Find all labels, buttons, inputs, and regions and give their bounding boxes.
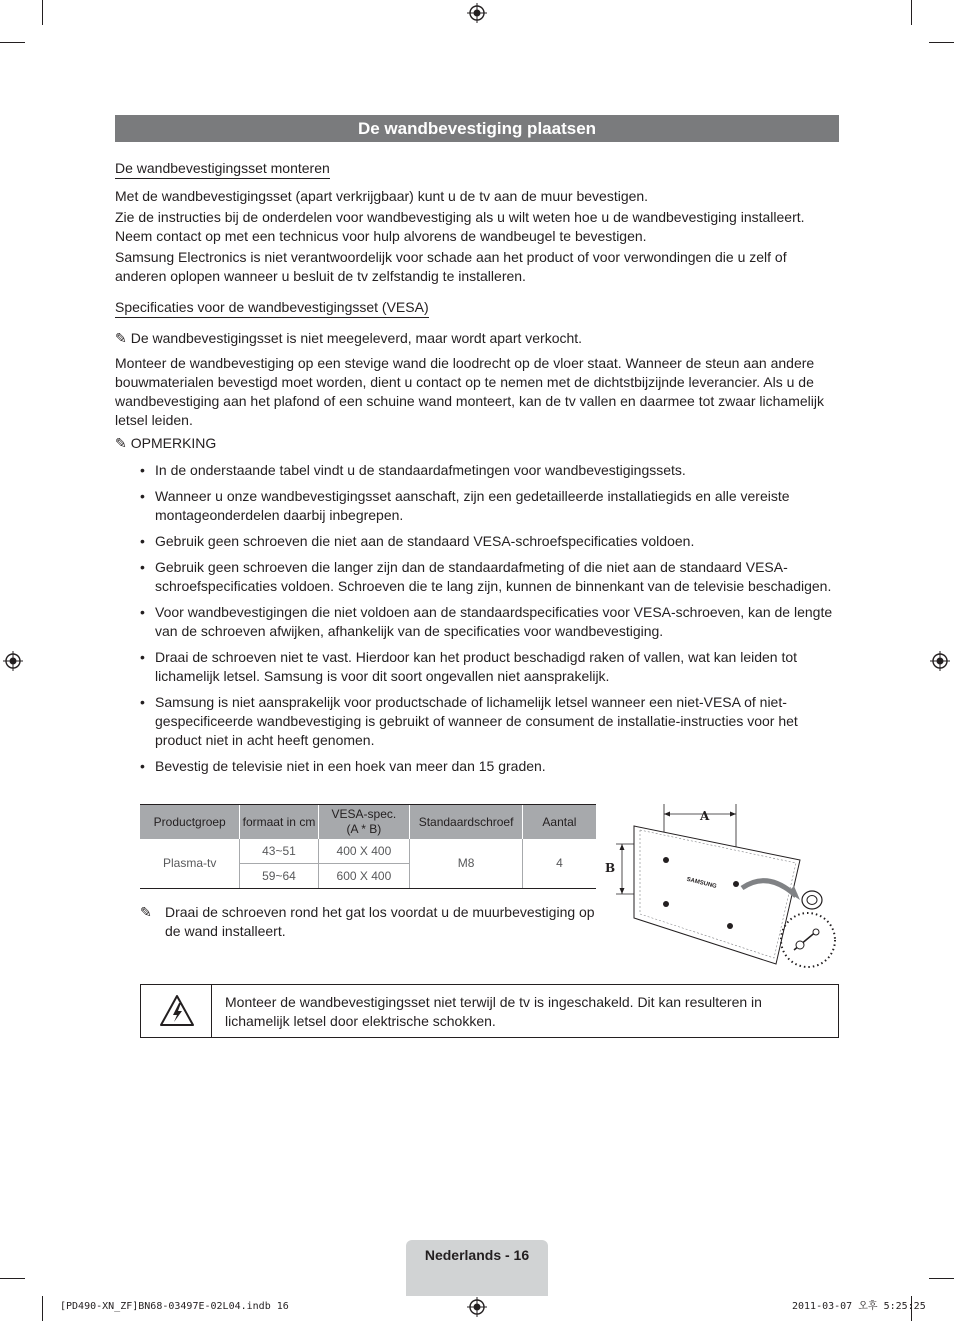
- note-heading: [115, 434, 839, 453]
- arrowhead: [730, 812, 736, 817]
- tv-wall-mount-diagram: [600, 800, 840, 972]
- bolt-icon: [802, 891, 822, 909]
- crop-mark: [42, 1296, 43, 1321]
- pencil-note-icon: ✎: [115, 435, 127, 451]
- note: [140, 903, 600, 941]
- screw-icon: [813, 929, 819, 935]
- column-header: Aantal: [522, 805, 596, 840]
- product-group-cell: Plasma-tv: [140, 839, 240, 889]
- subheading-vesa: Specificaties voor de wandbevestigingsset (VESA): [115, 298, 429, 318]
- print-slug-right: 2011-03-07 오후 5:25:25: [792, 1301, 926, 1312]
- paragraph: Met de wandbevestigingsset (apart verkrijgbaar) kunt u de tv aan de muur bevestigen.: [115, 188, 649, 204]
- table-row: [140, 839, 596, 864]
- magnified-screw-circle: [781, 913, 835, 967]
- list-item: • Gebruik geen schroeven die langer zijn dan de standaardafmeting of die niet aan de standaard VESA-schroefspecificaties voldoen. Schroeven die te lang zijn, kunnen de binnenkant van de televisie beschadigen.: [140, 558, 840, 596]
- registration-mark-icon: [467, 3, 487, 23]
- pencil-note-icon: ✎: [140, 904, 152, 920]
- screw-hole-icon: [727, 923, 733, 929]
- crop-mark: [0, 1278, 25, 1279]
- vesa-cell: 400 X 400: [318, 839, 410, 864]
- list-item: • Samsung is niet aansprakelijk voor productschade of lichamelijk letsel wanneer een niet-VESA of niet-gespecificeerde wandbevestiging is gebruikt of wanneer de consument de installatie-instructies voor het product niet in acht heeft genomen.: [140, 693, 840, 750]
- arrowhead: [620, 844, 625, 850]
- list-item: • Draai de schroeven niet te vast. Hierdoor kan het product beschadigd raken of vallen, wat kan leiden tot lichamelijk letsel. Samsung is voor dit soort ongevallen niet aansprakelijk.: [140, 648, 840, 686]
- screw-cell: M8: [410, 839, 523, 889]
- registration-mark-icon: [930, 651, 950, 671]
- arrowhead: [664, 812, 670, 817]
- column-header: Standaardschroef: [410, 805, 523, 840]
- registration-mark-icon: [3, 651, 23, 671]
- registration-mark-icon: [467, 1297, 487, 1317]
- screw-hole-icon: [663, 857, 669, 863]
- note-bullet-list: [140, 461, 840, 783]
- note-heading-text: OPMERKING: [130, 435, 217, 451]
- crop-mark: [929, 1278, 954, 1279]
- column-header: [318, 805, 410, 840]
- arrowhead: [620, 888, 625, 894]
- crop-mark: [911, 0, 912, 25]
- section-title: De wandbevestiging plaatsen: [115, 115, 839, 142]
- list-item: • Wanneer u onze wandbevestigingsset aanschaft, zijn een gedetailleerde installatiegids en alle vereiste montageonderdelen daarbij inbegrepen.: [140, 487, 840, 525]
- note-text: Draai de schroeven rond het gat los voordat u de muurbevestiging op de wand installeert.: [165, 904, 595, 939]
- vesa-spec-table: [140, 804, 596, 889]
- vesa-cell: 600 X 400: [318, 864, 410, 889]
- crop-mark: [929, 42, 954, 43]
- screw-hole-icon: [733, 881, 739, 887]
- count-cell: 4: [522, 839, 596, 889]
- warning-text: Monteer de wandbevestigingsset niet terwijl de tv is ingeschakeld. Dit kan resulteren in lichamelijk letsel door elektrische schokken.: [225, 994, 762, 1029]
- list-item: • Bevestig de televisie niet in een hoek van meer dan 15 graden.: [140, 757, 840, 776]
- column-header-line: VESA-spec.: [331, 807, 397, 821]
- column-header-line: (A * B): [346, 822, 382, 836]
- list-item: • Gebruik geen schroeven die niet aan de standaard VESA-schroefspecificaties voldoen.: [140, 532, 840, 551]
- warning-icon-cell: [141, 985, 212, 1037]
- crop-mark: [42, 0, 43, 25]
- list-item: • In de onderstaande tabel vindt u de standaardafmetingen voor wandbevestigingssets.: [140, 461, 840, 480]
- pencil-note-icon: ✎: [115, 330, 127, 346]
- label-b: B: [605, 861, 616, 875]
- paragraph: Samsung Electronics is niet verantwoordelijk voor schade aan het product of voor verwondingen die u zelf of anderen oplopen wanneer u besluit de tv zelfstandig te installeren.: [115, 249, 787, 284]
- column-header: formaat in cm: [240, 805, 318, 840]
- paragraph: Monteer de wandbevestiging op een stevige wand die loodrecht op de vloer staat. Wanneer de steun aan andere bouwmaterialen bevestigd moet worden, dient u contact op te nemen met de dichtstbijzijnde leverancier. Als u de wandbevestiging aan het plafond of een schuine wand monteert, kan de tv vallen en daarmee tot zwaar lichamelijk letsel leiden.: [115, 355, 824, 428]
- size-cell: 43~51: [240, 839, 318, 864]
- paragraph: Zie de instructies bij de onderdelen voor wandbevestiging als u wilt weten hoe u de wandbevestiging installeert. Neem contact op met een technicus voor hulp alvorens de wandbeugel te bevestigen.: [115, 209, 805, 244]
- table-header-row: [140, 805, 596, 840]
- column-header: Productgroep: [140, 805, 240, 840]
- note-text: De wandbevestigingsset is niet meegeleverd, maar wordt apart verkocht.: [130, 330, 583, 346]
- electric-shock-warning-icon: [159, 994, 195, 1028]
- warning-box: [140, 984, 839, 1038]
- tv-back-panel: [634, 826, 800, 964]
- crop-mark: [0, 42, 25, 43]
- screw-icon: [796, 941, 804, 949]
- size-cell: 59~64: [240, 864, 318, 889]
- subheading-monteren: De wandbevestigingsset monteren: [115, 159, 330, 179]
- print-slug-left: [PD490-XN_ZF]BN68-03497E-02L04.indb 16: [60, 1301, 289, 1312]
- page-number: Nederlands - 16: [424, 1247, 530, 1263]
- note: [115, 329, 839, 348]
- screw-hole-icon: [663, 901, 669, 907]
- page-number-tab: [406, 1240, 548, 1296]
- list-item: • Voor wandbevestigingen die niet voldoen aan de standaardspecificaties voor VESA-schroeven, kan de lengte van de schroeven afwijken, afhankelijk van de specificaties voor wandbevestiging.: [140, 603, 840, 641]
- brand-label: SAMSUNG: [685, 876, 718, 890]
- label-a: A: [700, 809, 710, 823]
